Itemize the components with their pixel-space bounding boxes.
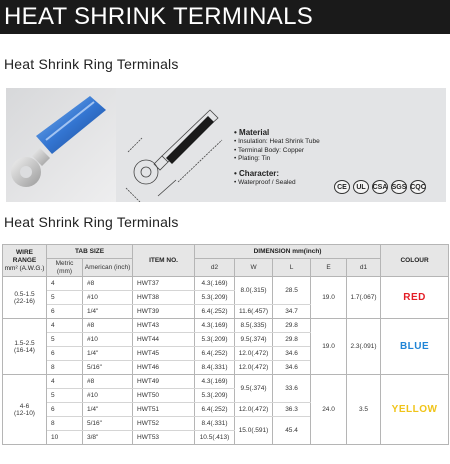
- metric-cell: 10: [47, 431, 83, 445]
- e-cell: 19.0: [311, 277, 347, 319]
- d2-cell: 8.4(.331): [195, 361, 235, 375]
- item-no-cell: HWT43: [133, 319, 195, 333]
- american-cell: 1/4": [83, 347, 133, 361]
- item-no-cell: HWT53: [133, 431, 195, 445]
- d1-cell: 2.3(.091): [347, 319, 381, 375]
- product-photo: [6, 88, 116, 202]
- d2-cell: 6.4(.252): [195, 347, 235, 361]
- item-no-cell: HWT45: [133, 347, 195, 361]
- material-item: • Terminal Body: Copper: [234, 146, 305, 154]
- wire-range-cell: 0.5-1.5 (22-16): [3, 277, 47, 319]
- colour-cell: BLUE: [381, 319, 449, 375]
- item-no-cell: HWT50: [133, 389, 195, 403]
- e-header: E: [311, 259, 347, 277]
- american-cell: 5/16": [83, 417, 133, 431]
- metric-cell: 5: [47, 291, 83, 305]
- d1-cell: 3.5: [347, 375, 381, 445]
- metric-cell: 6: [47, 347, 83, 361]
- item-no-cell: HWT49: [133, 375, 195, 389]
- d2-cell: 4.3(.169): [195, 375, 235, 389]
- character-item: • Waterproof / Sealed: [234, 178, 296, 186]
- table-row: [3, 375, 449, 389]
- w-cell: 12.0(.472): [235, 347, 273, 361]
- metric-cell: 8: [47, 417, 83, 431]
- w-cell: 9.5(.374): [235, 333, 273, 347]
- w-cell: 12.0(.472): [235, 403, 273, 417]
- metric-cell: 6: [47, 403, 83, 417]
- wire-range-cell: 1.5-2.5 (16-14): [3, 319, 47, 375]
- d2-cell: 5.3(.209): [195, 291, 235, 305]
- tab-size-header: TAB SIZE: [47, 245, 133, 259]
- wire-range-cell: 4-6 (12-10): [3, 375, 47, 445]
- american-cell: #8: [83, 319, 133, 333]
- dimension-drawing: [118, 88, 230, 202]
- american-cell: 5/16": [83, 361, 133, 375]
- sgs-mark-icon: SGS: [391, 180, 407, 194]
- w-cell: 8.0(.315): [235, 277, 273, 305]
- e-cell: 19.0: [311, 319, 347, 375]
- w-cell: 11.6(.457): [235, 305, 273, 319]
- table-row: [3, 277, 449, 291]
- l-cell: 34.6: [273, 347, 311, 361]
- american-cell: 3/8": [83, 431, 133, 445]
- certification-marks: [334, 180, 426, 194]
- item-no-cell: HWT39: [133, 305, 195, 319]
- d2-cell: 4.3(.169): [195, 319, 235, 333]
- d2-cell: 8.4(.331): [195, 417, 235, 431]
- d2-cell: 10.5(.413): [195, 431, 235, 445]
- item-no-cell: HWT52: [133, 417, 195, 431]
- american-cell: #8: [83, 277, 133, 291]
- l-cell: 36.3: [273, 403, 311, 417]
- l-cell: 34.7: [273, 305, 311, 319]
- wire-range-header: WIRE RANGE mm² (A.W.G.): [3, 245, 47, 277]
- american-cell: #10: [83, 389, 133, 403]
- w-cell: 9.5(.374): [235, 375, 273, 403]
- metric-header: Metric (mm): [47, 259, 83, 277]
- ul-mark-icon: UL: [353, 180, 369, 194]
- metric-cell: 4: [47, 319, 83, 333]
- d2-cell: 6.4(.252): [195, 305, 235, 319]
- american-cell: #10: [83, 333, 133, 347]
- metric-cell: 4: [47, 277, 83, 291]
- d2-cell: 5.3(.209): [195, 389, 235, 403]
- item-no-header: ITEM NO.: [133, 245, 195, 277]
- dimension-header: DIMENSION mm(inch): [195, 245, 381, 259]
- csa-mark-icon: CSA: [372, 180, 388, 194]
- colour-cell: YELLOW: [381, 375, 449, 445]
- section-title-features: Heat Shrink Ring Terminals: [4, 56, 179, 72]
- d1-cell: 1.7(.067): [347, 277, 381, 319]
- spec-block: [234, 128, 320, 187]
- w-header: W: [235, 259, 273, 277]
- item-no-cell: HWT51: [133, 403, 195, 417]
- american-cell: #10: [83, 291, 133, 305]
- material-item: • Insulation: Heat Shrink Tube: [234, 138, 320, 145]
- l-cell: 34.6: [273, 361, 311, 375]
- l-cell: 28.5: [273, 277, 311, 305]
- d2-cell: 5.3(.209): [195, 333, 235, 347]
- ce-mark-icon: CE: [334, 180, 350, 194]
- item-no-cell: HWT44: [133, 333, 195, 347]
- colour-header: COLOUR: [381, 245, 449, 277]
- l-cell: 29.8: [273, 333, 311, 347]
- e-cell: 24.0: [311, 375, 347, 445]
- metric-cell: 6: [47, 305, 83, 319]
- material-heading: • Material: [234, 128, 270, 137]
- item-no-cell: HWT37: [133, 277, 195, 291]
- page-title: HEAT SHRINK TERMINALS: [4, 3, 314, 30]
- l-header: L: [273, 259, 311, 277]
- character-heading: • Character:: [234, 168, 280, 178]
- metric-cell: 4: [47, 375, 83, 389]
- item-no-cell: HWT46: [133, 361, 195, 375]
- colour-cell: RED: [381, 277, 449, 319]
- feature-panel: [6, 88, 446, 202]
- metric-cell: 5: [47, 333, 83, 347]
- w-cell: 15.0(.591): [235, 417, 273, 445]
- d2-cell: 4.3(.169): [195, 277, 235, 291]
- l-cell: 29.8: [273, 319, 311, 333]
- d2-cell: 6.4(.252): [195, 403, 235, 417]
- cqc-mark-icon: CQC: [410, 180, 426, 194]
- w-cell: 8.5(.335): [235, 319, 273, 333]
- l-cell: 33.6: [273, 375, 311, 403]
- metric-cell: 8: [47, 361, 83, 375]
- material-item: • Plating: Tin: [234, 155, 271, 162]
- metric-cell: 5: [47, 389, 83, 403]
- section-title-table: Heat Shrink Ring Terminals: [4, 214, 179, 230]
- american-cell: #8: [83, 375, 133, 389]
- d1-header: d1: [347, 259, 381, 277]
- spec-table: [2, 244, 449, 445]
- american-cell: 1/4": [83, 403, 133, 417]
- l-cell: 45.4: [273, 417, 311, 445]
- header-bar: [0, 0, 450, 34]
- w-cell: 12.0(.472): [235, 361, 273, 375]
- item-no-cell: HWT38: [133, 291, 195, 305]
- american-cell: 1/4": [83, 305, 133, 319]
- american-header: American (inch): [83, 259, 133, 277]
- table-row: [3, 319, 449, 333]
- d2-header: d2: [195, 259, 235, 277]
